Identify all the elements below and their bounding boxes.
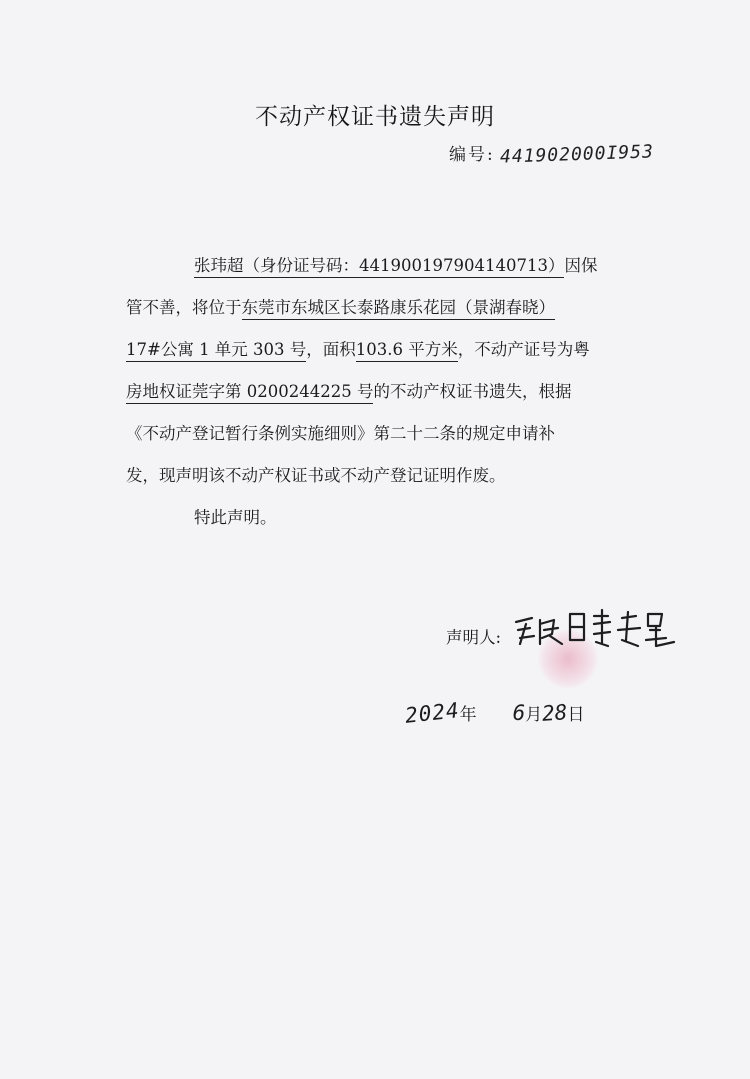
body-line-2-head: 管不善，将位于 — [126, 298, 242, 317]
document-title: 不动产权证书遗失声明 — [255, 104, 495, 130]
body-line-5: 《不动产登记暂行条例实施细则》第二十二条的规定申请补 — [126, 424, 555, 443]
serial-label: 编号: — [449, 145, 495, 165]
date-month-char: 月 — [525, 705, 543, 725]
property-address: 东莞市东城区长泰路康乐花园（景湖春晓） — [242, 298, 556, 320]
declarant-name-id: 张玮超（身份证号码：441900197904140713） — [194, 256, 564, 278]
declaration-date — [403, 698, 585, 728]
declaration-body — [126, 258, 634, 552]
property-unit: 17#公寓 1 单元 303 号 — [126, 340, 306, 362]
body-line-4-tail: 的不动产权证书遗失，根据 — [373, 382, 572, 401]
body-line-6: 发，现声明该不动产权证书或不动产登记证明作废。 — [126, 466, 506, 485]
date-day-handwritten: 28 — [541, 700, 569, 726]
property-area: 103.6 平方米 — [356, 340, 458, 362]
signer-label: 声明人: — [446, 628, 502, 647]
date-year-char: 年 — [459, 705, 477, 725]
body-line-7: 特此声明。 — [194, 508, 277, 527]
body-line-4 — [126, 384, 634, 400]
body-line-3-mid: ，面积 — [306, 340, 356, 359]
body-line-1-tail: 因保 — [564, 256, 598, 275]
body-line-2 — [126, 300, 634, 316]
date-month-handwritten: 6 — [512, 701, 526, 725]
serial-number-row — [449, 140, 655, 168]
body-line-3 — [126, 342, 634, 358]
certificate-number: 房地权证莞字第 0200244225 号 — [126, 382, 373, 404]
handwritten-signature — [510, 600, 690, 660]
body-line-3-tail: ，不动产证号为粤 — [457, 340, 590, 359]
date-day-char: 日 — [567, 705, 585, 725]
date-year-handwritten: 2024 — [403, 698, 461, 728]
body-line-1 — [194, 258, 634, 274]
serial-number-handwritten: 441902000I953 — [499, 141, 655, 168]
